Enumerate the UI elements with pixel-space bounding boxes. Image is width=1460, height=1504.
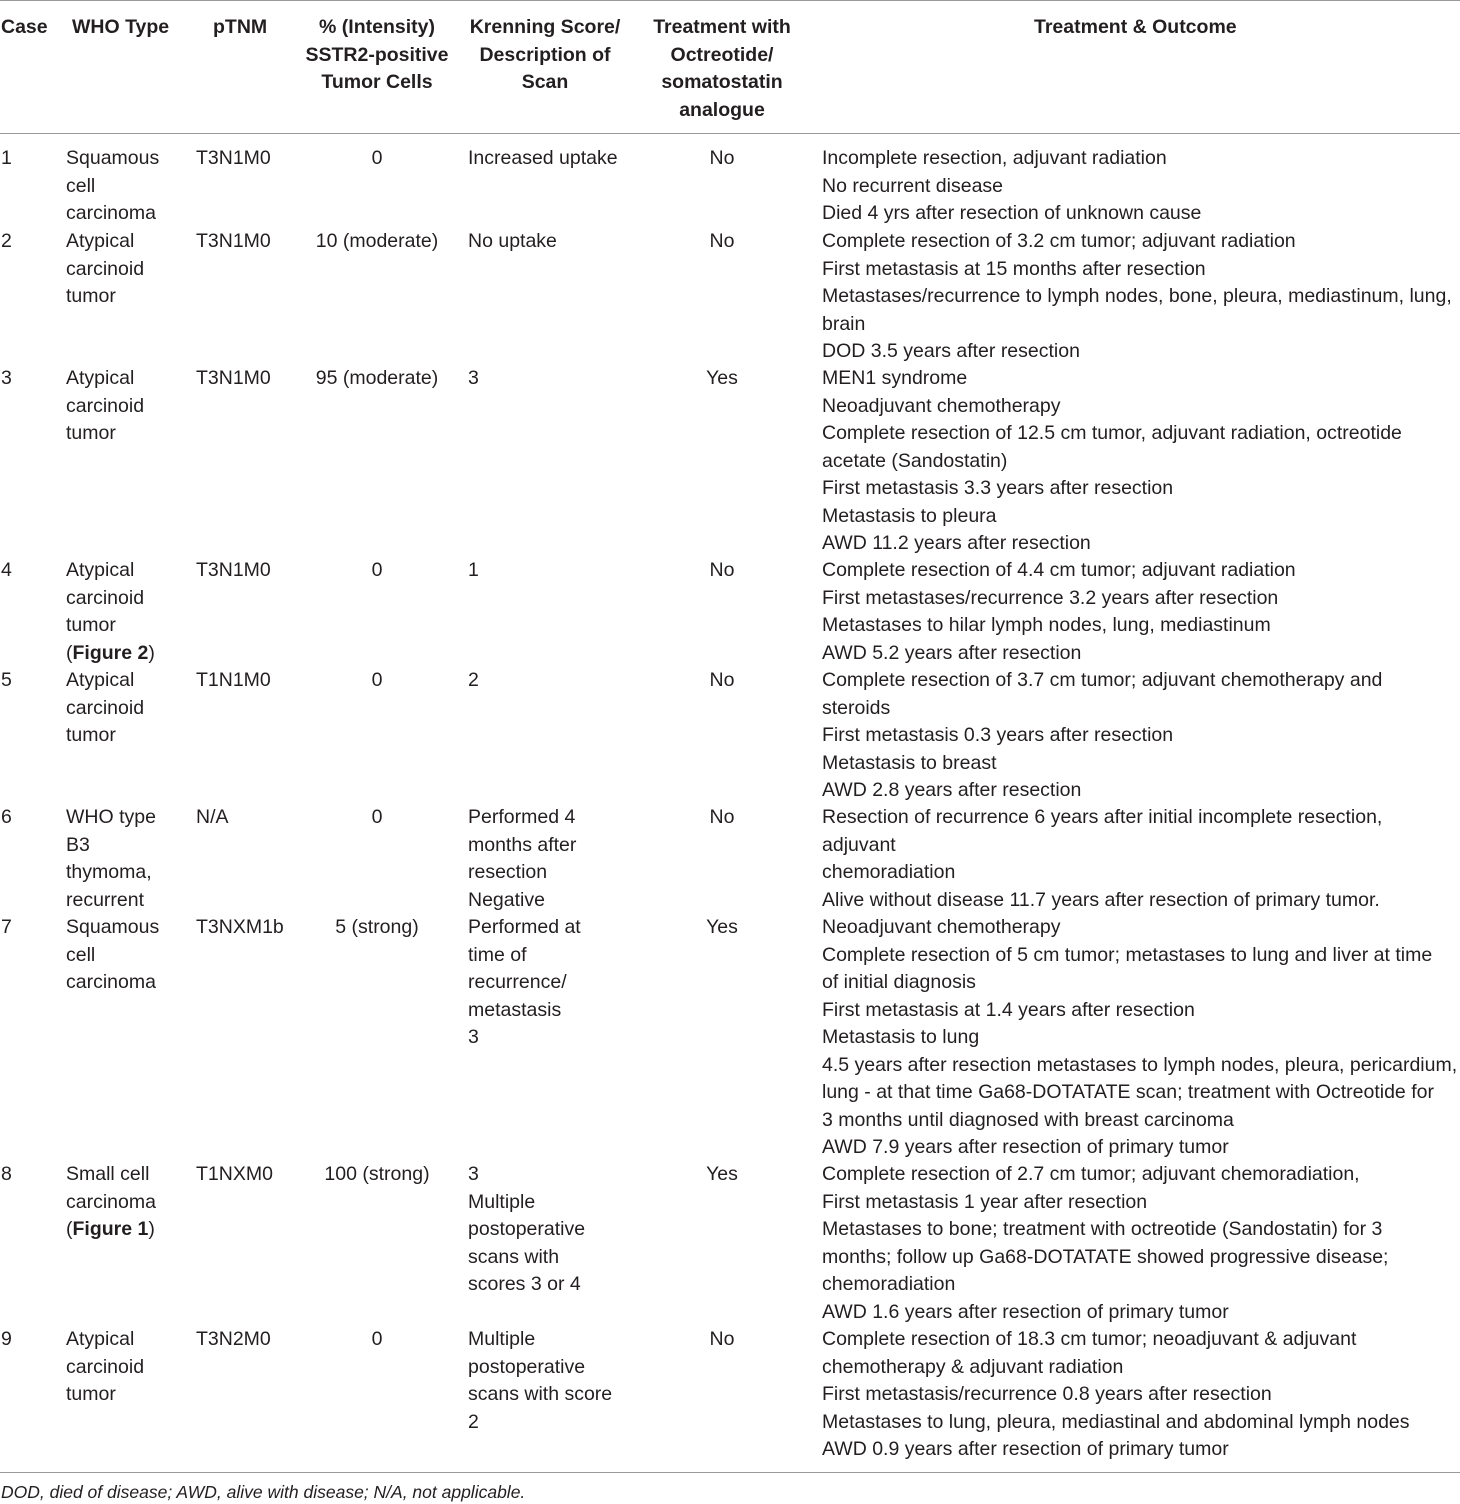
cell-outcome: Neoadjuvant chemotherapy Complete resection of 5 cm tumor; metastases to lung and liver at time of initial diagnosis First metastasis at 1.4 years after resection Metastasis to lung 4.5 years after resection metastases to lymph nodes, pleura, pericardium, lung - at that time Ga68-DOTATATE scan; treatment with Octreotide for 3 months until diagnosed with breast carcinoma AWD 7.9 years after resection of primary tumor xyxy=(822,916,1458,1158)
cell-outcome: Complete resection of 3.2 cm tumor; adjuvant radiation First metastasis at 15 months after resection Metastases/recurrence to lymph nodes, bone, pleura, mediastinum, lung, brain DOD 3.5 years after resection xyxy=(822,230,1452,362)
cell-krenning: Performed at time of recurrence/ metastasis 3 xyxy=(468,916,581,1048)
cell-who-type: Squamous cell carcinoma xyxy=(66,147,160,224)
cell-treatment: No xyxy=(709,147,735,169)
cell-ptnm: T3N1M0 xyxy=(196,367,271,389)
figure-2-link[interactable]: Figure 2 xyxy=(72,641,149,664)
header-case: Case xyxy=(1,16,48,38)
cell-who-type: Atypical carcinoid tumor xyxy=(66,230,145,307)
cell-treatment: No xyxy=(709,1328,735,1350)
cell-krenning: Increased uptake xyxy=(468,147,618,169)
cell-outcome: Complete resection of 18.3 cm tumor; neoadjuvant & adjuvant chemotherapy & adjuvant radiation First metastasis/recurrence 0.8 years after resection Metastases to lung, pleura, mediastinal and abdominal lymph nodes AWD 0.9 years after resection of primary tumor xyxy=(822,1328,1410,1460)
figure-1-link[interactable]: Figure 1 xyxy=(72,1218,149,1240)
cell-sstr2: 10 (moderate) xyxy=(315,230,439,252)
header-treatment: Treatment with Octreotide/ somatostatin analogue xyxy=(653,16,791,121)
cell-ptnm: T3N1M0 xyxy=(196,230,271,252)
cell-outcome: Resection of recurrence 6 years after initial incomplete resection, adjuvant chemoradiation Alive without disease 11.7 years after resection of primary tumor. xyxy=(822,806,1383,911)
cell-case: 1 xyxy=(1,147,12,169)
cell-ptnm: T1NXM0 xyxy=(196,1163,273,1185)
header-sstr2: % (Intensity) SSTR2-positive Tumor Cells xyxy=(305,16,449,93)
cell-treatment: No xyxy=(709,806,735,828)
cell-who-type: Squamous cell carcinoma xyxy=(66,916,160,993)
cell-case: 7 xyxy=(1,916,12,938)
cell-sstr2: 95 (moderate) xyxy=(315,367,439,389)
cell-outcome: Complete resection of 3.7 cm tumor; adjuvant chemotherapy and steroids First metastasis 0.3 years after resection Metastasis to breast AWD 2.8 years after resection xyxy=(822,669,1383,801)
cell-outcome: MEN1 syndrome Neoadjuvant chemotherapy Complete resection of 12.5 cm tumor, adjuvant radiation, octreotide acetate (Sandostatin) First metastasis 3.3 years after resection Metastasis to pleura AWD 11.2 years after resection xyxy=(822,367,1402,554)
cell-krenning: 2 xyxy=(468,669,479,691)
cell-ptnm: N/A xyxy=(196,806,229,828)
table-footnote: DOD, died of disease; AWD, alive with disease; N/A, not applicable. xyxy=(1,1482,526,1502)
cell-who-type: Atypical carcinoid tumor xyxy=(66,367,145,444)
cell-sstr2: 0 xyxy=(371,806,383,828)
cell-case: 2 xyxy=(1,230,12,252)
cell-outcome: Complete resection of 4.4 cm tumor; adjuvant radiation First metastases/recurrence 3.2 years after resection Metastases to hilar lymph nodes, lung, mediastinum AWD 5.2 years after resection xyxy=(822,559,1296,664)
cell-sstr2: 100 (strong) xyxy=(324,1163,430,1185)
cell-who-type: Atypical carcinoid tumor (Figure 2) xyxy=(66,559,155,664)
table-bottom-rule xyxy=(0,1472,1460,1473)
header-outcome: Treatment & Outcome xyxy=(1034,16,1237,38)
cell-case: 6 xyxy=(1,806,12,828)
header-who-type: WHO Type xyxy=(72,16,170,38)
cell-sstr2: 0 xyxy=(371,147,383,169)
cell-ptnm: T3N1M0 xyxy=(196,559,271,581)
cell-case: 4 xyxy=(1,559,12,581)
header-ptnm: pTNM xyxy=(213,16,268,38)
cell-krenning: 1 xyxy=(468,559,479,581)
cell-who-type: Small cell carcinoma (Figure 1) xyxy=(66,1163,156,1240)
cell-sstr2: 5 (strong) xyxy=(335,916,419,938)
cell-ptnm: T3NXM1b xyxy=(196,916,284,938)
cell-sstr2: 0 xyxy=(371,669,383,691)
cell-treatment: Yes xyxy=(706,1163,738,1185)
cell-case: 5 xyxy=(1,669,12,691)
cell-who-type: WHO type B3 thymoma, recurrent xyxy=(66,806,156,911)
cell-outcome: Incomplete resection, adjuvant radiation No recurrent disease Died 4 yrs after resection of unknown cause xyxy=(822,147,1202,224)
cell-krenning: Performed 4 months after resection Negative xyxy=(468,806,577,911)
cell-treatment: Yes xyxy=(706,916,738,938)
cell-treatment: No xyxy=(709,559,735,581)
cell-who-type: Atypical carcinoid tumor xyxy=(66,1328,145,1405)
cell-krenning: No uptake xyxy=(468,230,557,252)
cell-ptnm: T3N1M0 xyxy=(196,147,271,169)
table-header xyxy=(0,0,1460,134)
cell-ptnm: T1N1M0 xyxy=(196,669,271,691)
cell-who-type: Atypical carcinoid tumor xyxy=(66,669,145,746)
cell-sstr2: 0 xyxy=(371,1328,383,1350)
cell-treatment: Yes xyxy=(706,367,738,389)
cell-outcome: Complete resection of 2.7 cm tumor; adjuvant chemoradiation, First metastasis 1 year after resection Metastases to bone; treatment with octreotide (Sandostatin) for 3 months; follow up Ga68-DOTATATE showed progressive disease; chemoradiation AWD 1.6 years after resection of primary tumor xyxy=(822,1163,1389,1323)
who-type-text: Small cell carcinoma xyxy=(66,1163,156,1213)
cell-case: 9 xyxy=(1,1328,12,1350)
cell-treatment: No xyxy=(709,230,735,252)
cell-krenning: Multiple postoperative scans with score 2 xyxy=(468,1328,613,1433)
cell-case: 3 xyxy=(1,367,12,389)
cell-sstr2: 0 xyxy=(371,559,383,581)
cell-krenning: 3 xyxy=(468,367,479,389)
cell-treatment: No xyxy=(709,669,735,691)
cell-case: 8 xyxy=(1,1163,12,1185)
cell-ptnm: T3N2M0 xyxy=(196,1328,271,1350)
header-krenning: Krenning Score/ Description of Scan xyxy=(469,16,621,93)
who-type-text: Atypical carcinoid tumor xyxy=(66,559,145,636)
cell-krenning: 3 Multiple postoperative scans with scores 3 or 4 xyxy=(468,1163,586,1295)
